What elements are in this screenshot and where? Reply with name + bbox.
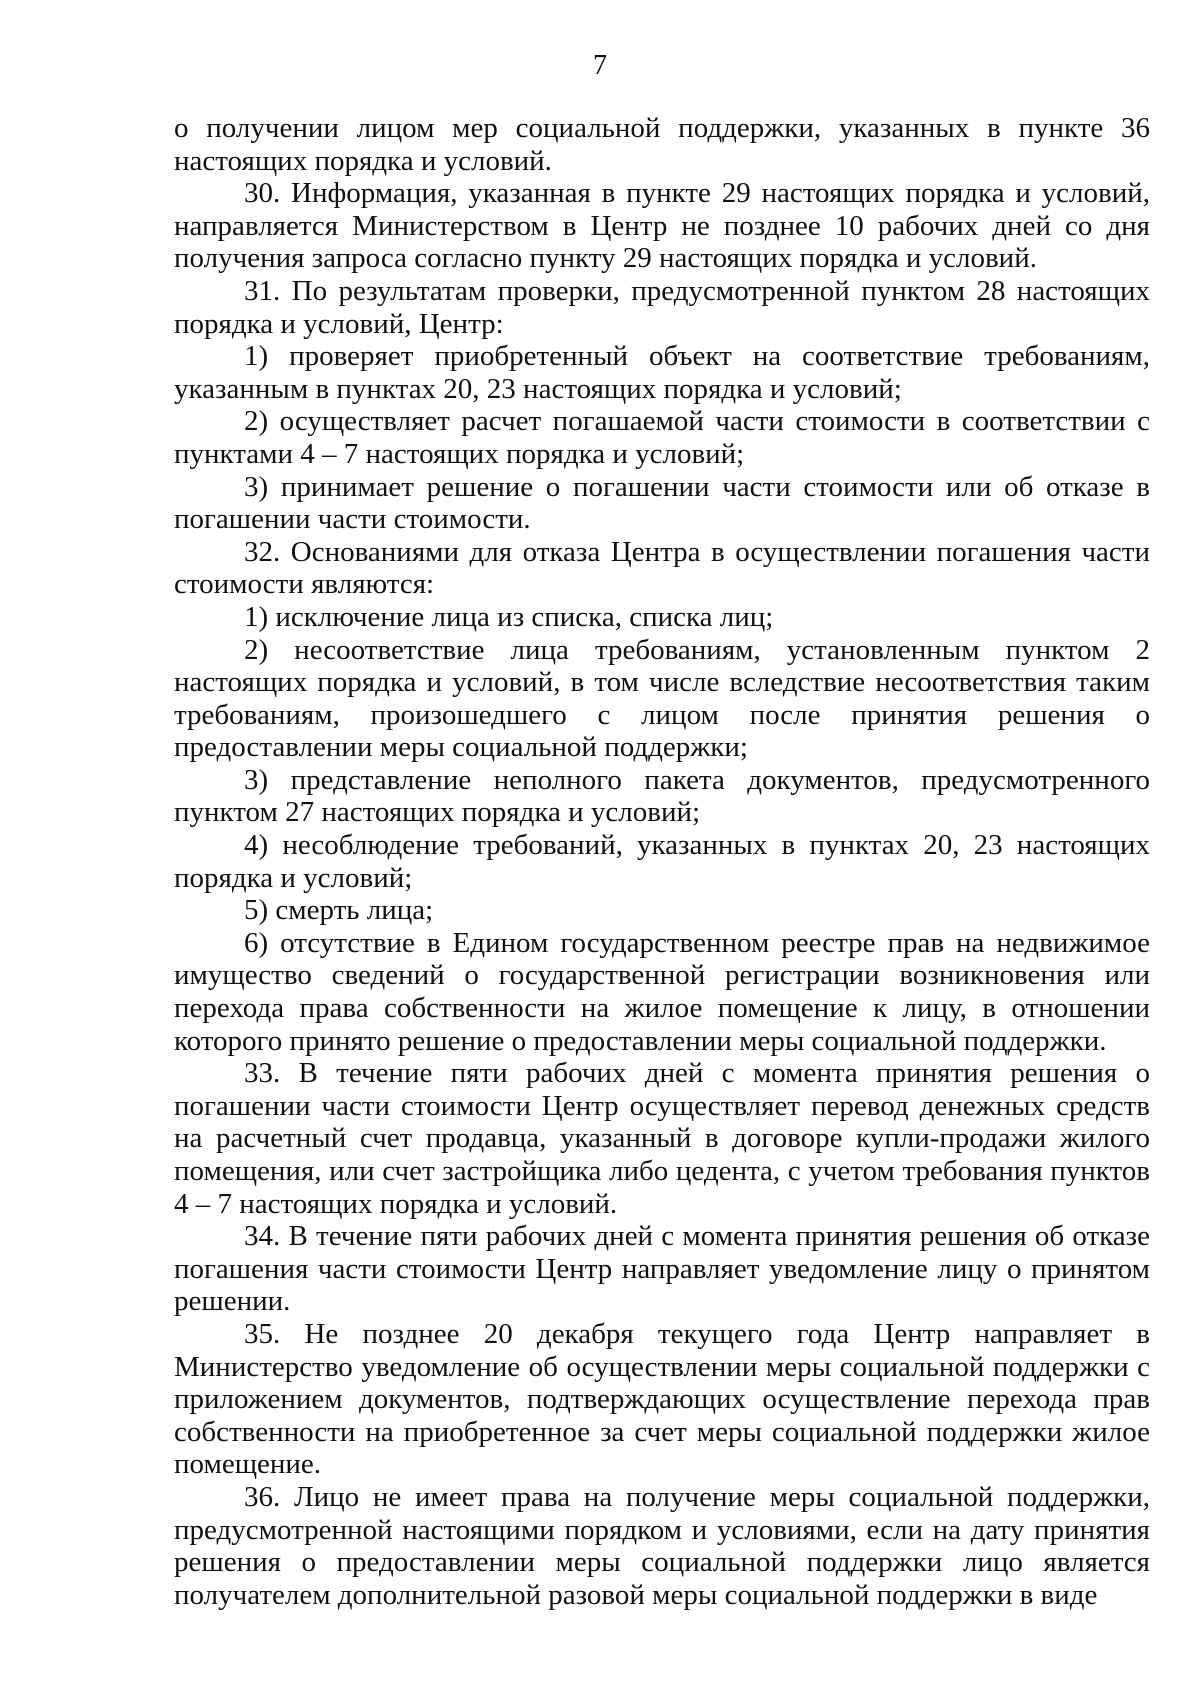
paragraph-36: 36. Лицо не имеет права на получение меры социальной поддержки, предусмотренной настоящими порядком и условиями, если на дату принятия решения о предоставлении меры социальной поддержки лицо является получателем дополнительной разовой меры социальной поддержки в виде — [174, 1480, 1150, 1611]
list-item-31-3: 3) принимает решение о погашении части стоимости или об отказе в погашении части стоимости. — [174, 470, 1150, 536]
list-item-31-1: 1) проверяет приобретенный объект на соответствие требованиям, указанным в пунктах 20, 23 настоящих порядка и условий; — [174, 340, 1150, 405]
list-item-32-6: 6) отсутствие в Едином государственном реестре прав на недвижимое имущество сведений о государственной регистрации возникновения или перехода права собственности на жилое помещение к лицу, в отношении которого принято решение о предоставлении меры социальной поддержки. — [174, 926, 1150, 1057]
paragraph-33: 33. В течение пяти рабочих дней с момента принятия решения о погашении части стоимости Центр осуществляет перевод денежных средств на расчетный счет продавца, указанный в договоре купли-продажи жилого помещения, или счет застройщика либо цедента, с учетом требования пунктов 4 – 7 настоящих порядка и условий. — [174, 1057, 1150, 1220]
list-item-32-3: 3) представление неполного пакета документов, предусмотренного пунктом 27 настоящих порядка и условий; — [174, 763, 1150, 829]
list-item-32-5: 5) смерть лица; — [244, 894, 434, 927]
paragraph-32: 32. Основаниями для отказа Центра в осуществлении погашения части стоимости являются: — [174, 535, 1150, 601]
list-item-31-2: 2) осуществляет расчет погашаемой части стоимости в соответствии с пунктами 4 – 7 настоящих порядка и условий; — [174, 405, 1150, 470]
paragraph-30: 30. Информация, указанная в пункте 29 настоящих порядка и условий, направляется Министерством в Центр не позднее 10 рабочих дней со дня получения запроса согласно пункту 29 настоящих порядка и условий. — [174, 177, 1150, 275]
list-item-32-2: 2) несоответствие лица требованиям, установленным пунктом 2 настоящих порядка и условий, в том числе вследствие несоответствия таким требованиям, произошедшего с лицом после принятия решения о предоставлении меры социальной поддержки; — [174, 633, 1150, 764]
paragraph-31: 31. По результатам проверки, предусмотренной пунктом 28 настоящих порядка и условий, Центр: — [174, 274, 1150, 340]
paragraph-34: 34. В течение пяти рабочих дней с момента принятия решения об отказе погашения части стоимости Центр направляет уведомление лицу о принятом решении. — [174, 1220, 1150, 1318]
list-item-32-4: 4) несоблюдение требований, указанных в пунктах 20, 23 настоящих порядка и условий; — [174, 829, 1150, 894]
paragraph-continuation: о получении лицом мер социальной поддержки, указанных в пункте 36 настоящих порядка и условий. — [174, 112, 1150, 177]
list-item-32-1: 1) исключение лица из списка, списка лиц; — [244, 600, 774, 633]
paragraph-35: 35. Не позднее 20 декабря текущего года Центр направляет в Министерство уведомление об осуществлении меры социальной поддержки с приложением документов, подтверждающих осуществление перехода прав собственности на приобретенное за счет меры социальной поддержки жилое помещение. — [174, 1317, 1150, 1481]
page-number: 7 — [593, 50, 607, 81]
document-body — [174, 112, 1150, 1611]
